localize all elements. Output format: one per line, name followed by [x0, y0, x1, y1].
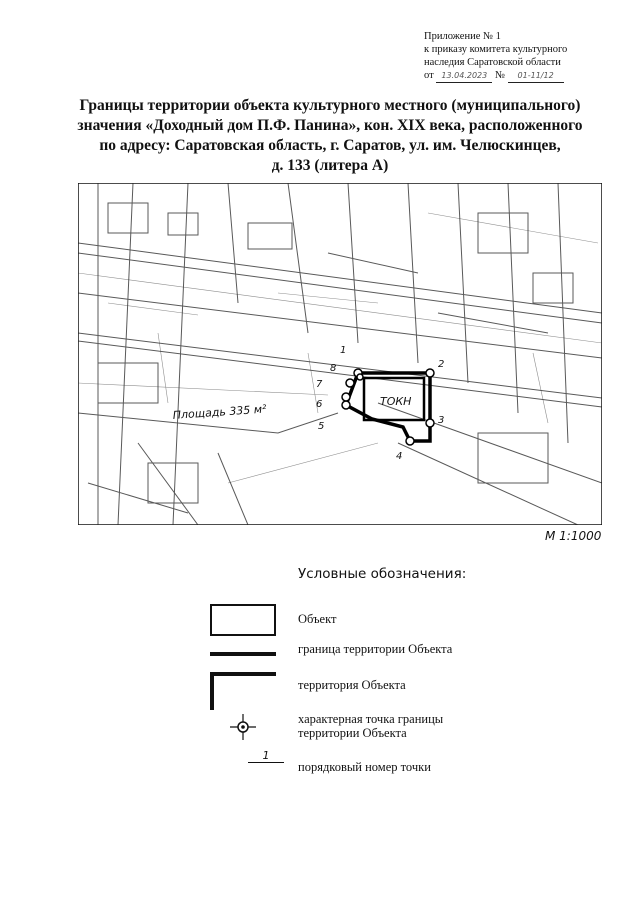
area-label: Площадь 335 м² [172, 402, 267, 422]
from-label: от [424, 70, 434, 81]
point-label-3: 3 [438, 415, 445, 426]
title-line: по адресу: Саратовская область, г. Саратов, ул. им. Челюскинцев, [99, 137, 561, 154]
appendix-block [424, 30, 624, 83]
point-label-8: 8 [330, 363, 337, 374]
boundary-line-symbol [210, 652, 276, 656]
legend-text: порядковый номер точки [298, 760, 431, 774]
legend-text: характерная точка границы территории Объекта [298, 712, 444, 740]
boundary-point-symbol [230, 714, 256, 740]
legend-item-point [0, 712, 640, 752]
legend-title: Условные обозначения: [298, 566, 467, 582]
point-label-6: 6 [316, 399, 323, 410]
point-label-2: 2 [438, 359, 445, 370]
legend-item-number [0, 748, 640, 788]
point-number-symbol: 1 [248, 750, 284, 763]
site-plan-map [78, 183, 602, 525]
legend-text: граница территории Объекта [298, 642, 453, 656]
appendix-line: Приложение № 1 [424, 31, 501, 42]
point-label-1: 1 [340, 345, 347, 356]
handwritten-date: 13.04.2023 [436, 69, 492, 83]
legend-item-object [0, 600, 640, 640]
map-scale: М 1:1000 [545, 529, 602, 543]
title-line: Границы территории объекта культурного местного (муниципального) [79, 97, 581, 114]
point-label-4: 4 [396, 451, 403, 462]
point-label-7: 7 [316, 379, 323, 390]
territory-symbol [210, 672, 276, 710]
number-label: № [494, 70, 505, 81]
appendix-line: наследия Саратовской области [424, 57, 561, 68]
appendix-line: к приказу комитета культурного [424, 44, 568, 55]
title-line: значения «Доходный дом П.Ф. Панина», кон. XIX века, расположенного [77, 117, 583, 134]
title-line: д. 133 (литера А) [271, 157, 389, 174]
object-symbol [210, 604, 276, 636]
handwritten-number: 01-11/12 [508, 69, 564, 83]
legend-text: территория Объекта [298, 678, 406, 692]
point-label-5: 5 [318, 421, 325, 432]
document-title [60, 96, 600, 176]
legend-item-territory [0, 668, 640, 712]
building-label: ТОКН [380, 395, 412, 408]
legend-text: Объект [298, 612, 337, 626]
appendix-date-line [424, 69, 624, 83]
